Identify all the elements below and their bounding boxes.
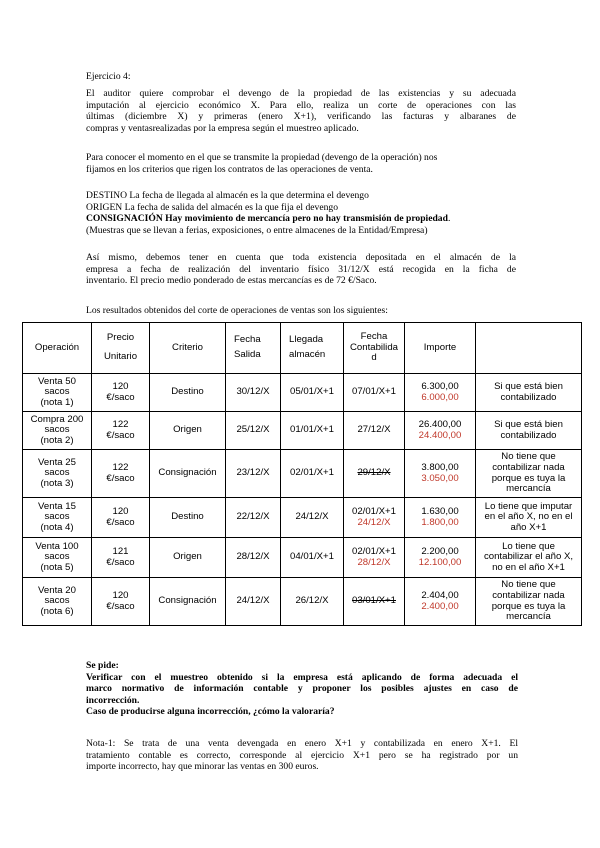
operation-line: sacos bbox=[44, 551, 70, 563]
header-importe-text: Importe bbox=[423, 341, 457, 353]
contab-corrected-text: 24/12/X bbox=[357, 516, 391, 528]
criterio-text: Destino bbox=[171, 511, 204, 523]
header-fecha-salida-line: Fecha bbox=[234, 334, 261, 346]
llegada-text: 05/01/X+1 bbox=[289, 386, 334, 398]
moment-line: fijamos en los criterios que rigen los contratos de las operaciones de venta. bbox=[86, 163, 373, 175]
llegada-text: 01/01/X+1 bbox=[289, 424, 334, 436]
importe-original-text: 2.200,00 bbox=[421, 545, 459, 557]
criterio-cell bbox=[150, 498, 226, 538]
header-criterio-text: Criterio bbox=[172, 341, 203, 353]
comment-line: Si que está bien bbox=[494, 380, 563, 392]
operation-line: Venta 100 bbox=[35, 540, 79, 552]
contabilidad-cell bbox=[344, 538, 405, 578]
comment-line: porque es tuya la bbox=[491, 472, 566, 484]
operation-line: sacos bbox=[44, 467, 70, 479]
importe-original-text: 3.800,00 bbox=[421, 461, 459, 473]
contab-original-text: 02/01/X+1 bbox=[351, 545, 396, 557]
table-header-row bbox=[23, 323, 582, 374]
fecha-salida-cell bbox=[226, 538, 281, 578]
criterio-text: Origen bbox=[173, 551, 202, 563]
table-row bbox=[23, 538, 582, 578]
comment-line: no en el año X+1 bbox=[492, 561, 565, 573]
importe-original-text: 6.300,00 bbox=[421, 380, 459, 392]
price-cell bbox=[92, 374, 150, 412]
header-contab-line: d bbox=[371, 352, 377, 364]
header-contab-line: Fecha bbox=[360, 331, 388, 343]
consignacion-label: CONSIGNACIÓN bbox=[86, 213, 163, 225]
operation-cell bbox=[23, 450, 92, 498]
operation-cell bbox=[23, 578, 92, 626]
operation-line: sacos bbox=[44, 511, 70, 523]
importe-corrected-text: 24.400,00 bbox=[418, 429, 462, 441]
operation-cell bbox=[23, 412, 92, 450]
question-line-text: marco normativo de información contable y proponer los posibles ajustes en caso de bbox=[86, 683, 518, 695]
price-cell bbox=[92, 412, 150, 450]
importe-corrected-text: 6.000,00 bbox=[421, 391, 459, 403]
results-intro bbox=[86, 305, 516, 317]
comment-cell bbox=[476, 450, 582, 498]
importe-cell bbox=[405, 374, 476, 412]
intro-paragraph bbox=[86, 88, 516, 134]
price-line: €/saco bbox=[106, 391, 135, 403]
header-operacion-text: Operación bbox=[34, 341, 80, 353]
question-line bbox=[86, 672, 518, 684]
importe-corrected-text: 3.050,00 bbox=[421, 472, 459, 484]
price-line: 120 bbox=[112, 589, 129, 601]
table-row bbox=[23, 374, 582, 412]
header-criterio bbox=[150, 323, 226, 374]
operation-line: (nota 2) bbox=[40, 434, 74, 446]
contab-original-text: 07/01/X+1 bbox=[351, 386, 396, 398]
question-line bbox=[86, 683, 518, 695]
intro-line: últimas (diciembre X) y primeras (enero X+1), verificando las facturas y albaranes de bbox=[86, 111, 516, 123]
header-contab-line: Contabilida bbox=[349, 341, 398, 353]
fecha-salida-cell bbox=[226, 412, 281, 450]
question-block bbox=[86, 660, 518, 718]
importe-original-text: 26.400,00 bbox=[418, 418, 462, 430]
question-line bbox=[86, 706, 518, 718]
comment-cell bbox=[476, 498, 582, 538]
llegada-cell bbox=[281, 374, 344, 412]
importe-cell bbox=[405, 578, 476, 626]
question-line-text: Caso de producirse alguna incorrección, ¿cómo la valoraría? bbox=[86, 706, 335, 718]
criterio-cell bbox=[150, 578, 226, 626]
fecha-salida-text: 30/12/X bbox=[236, 386, 270, 398]
contab-original-text: 03/01/X+1 bbox=[351, 595, 396, 607]
importe-corrected-text: 12.100,00 bbox=[418, 556, 462, 568]
header-precio bbox=[92, 323, 150, 374]
operation-cell bbox=[23, 498, 92, 538]
intro-line: El auditor quiere comprobar el devengo de la propiedad de las existencias y su adecuada bbox=[86, 88, 516, 99]
note-line: tratamiento contable es correcto, corresponde al ejercicio X+1 pero se ha registrado por un bbox=[86, 749, 518, 761]
operation-line: sacos bbox=[44, 595, 70, 607]
price-cell bbox=[92, 498, 150, 538]
price-cell bbox=[92, 450, 150, 498]
contabilidad-cell bbox=[344, 578, 405, 626]
llegada-text: 26/12/X bbox=[295, 595, 329, 607]
importe-cell bbox=[405, 412, 476, 450]
operation-line: sacos bbox=[44, 424, 70, 436]
comment-line: año X+1 bbox=[510, 521, 547, 533]
criterio-cell bbox=[150, 412, 226, 450]
comment-cell bbox=[476, 374, 582, 412]
criteria-consignacion bbox=[86, 213, 526, 225]
question-line-text: incorrección. bbox=[86, 694, 140, 706]
importe-original-text: 2.404,00 bbox=[421, 589, 459, 601]
question-label-text: Se pide: bbox=[86, 660, 119, 671]
importe-cell bbox=[405, 498, 476, 538]
criteria-consignacion-note: (Muestras que se llevan a ferias, exposiciones, o entre almacenes de la Entidad/Empresa) bbox=[86, 224, 428, 236]
comment-cell bbox=[476, 412, 582, 450]
criterio-cell bbox=[150, 450, 226, 498]
moment-line: Para conocer el momento en el que se transmite la propiedad (devengo de la operación) nos bbox=[86, 152, 438, 163]
price-line: €/saco bbox=[106, 600, 135, 612]
comment-line: Lo tiene que bbox=[502, 540, 555, 552]
header-fecha-salida bbox=[226, 323, 281, 374]
consignacion-text: Hay movimiento de mercancía pero no hay transmisión de propiedad bbox=[165, 213, 448, 225]
note-line: importe incorrecto, hay que minorar las ventas en 300 euros. bbox=[86, 761, 319, 773]
fecha-salida-cell bbox=[226, 450, 281, 498]
table-row bbox=[23, 450, 582, 498]
inventory-line: inventario. El precio medio ponderado de estas mercancías es de 72 €/Saco. bbox=[86, 275, 377, 287]
llegada-text: 24/12/X bbox=[295, 511, 329, 523]
comment-line: contabilizar el año X, bbox=[483, 551, 574, 563]
criterio-cell bbox=[150, 538, 226, 578]
operation-cell bbox=[23, 374, 92, 412]
fecha-salida-cell bbox=[226, 374, 281, 412]
importe-cell bbox=[405, 450, 476, 498]
comment-line: contabilizado bbox=[500, 429, 557, 441]
operation-line: Venta 25 bbox=[38, 456, 76, 468]
comment-line: Si que está bien bbox=[494, 418, 563, 430]
comment-line: Lo tiene que imputar bbox=[484, 500, 573, 512]
comment-line: porque es tuya la bbox=[491, 600, 566, 612]
comment-cell bbox=[476, 538, 582, 578]
inventory-line: Así mismo, debemos tener en cuenta que toda existencia depositada en el almacén de la bbox=[86, 252, 516, 263]
operation-line: (nota 5) bbox=[40, 561, 74, 573]
llegada-cell bbox=[281, 538, 344, 578]
price-line: €/saco bbox=[106, 472, 135, 484]
header-llegada-line: almacén bbox=[289, 349, 326, 360]
comment-line: No tiene que bbox=[501, 451, 556, 463]
question-line-text: Verificar con el muestreo obtenido si la empresa está aplicando de forma adecuada el bbox=[86, 671, 518, 683]
table-row bbox=[23, 578, 582, 626]
comment-line: contabilizar nada bbox=[492, 461, 565, 473]
operation-line: sacos bbox=[44, 386, 70, 398]
exercise-title bbox=[86, 71, 516, 83]
consignacion-end: . bbox=[447, 213, 451, 225]
header-importe bbox=[405, 323, 476, 374]
operation-line: (nota 3) bbox=[40, 477, 74, 489]
fecha-salida-text: 28/12/X bbox=[236, 551, 270, 563]
comment-line: en el año X, no en el bbox=[484, 511, 573, 523]
fecha-salida-text: 24/12/X bbox=[236, 595, 270, 607]
operation-line: (nota 4) bbox=[40, 521, 74, 533]
price-line: 122 bbox=[112, 418, 129, 430]
header-contabilidad bbox=[344, 323, 405, 374]
header-llegada-line: Llegada bbox=[289, 334, 324, 346]
note-1 bbox=[86, 738, 518, 773]
note-line: Nota-1: Se trata de una venta devengada en enero X+1 y contabilizada en enero X+1. El bbox=[86, 738, 518, 749]
inventory-paragraph bbox=[86, 252, 516, 287]
contabilidad-cell bbox=[344, 450, 405, 498]
intro-line: imputación al ejercicio económico X. Para ello, realiza un corte de operaciones con las bbox=[86, 99, 516, 111]
header-llegada bbox=[281, 323, 344, 374]
operation-line: (nota 6) bbox=[40, 605, 74, 617]
importe-original-text: 1.630,00 bbox=[421, 505, 459, 517]
results-intro-text: Los resultados obtenidos del corte de operaciones de ventas son los siguientes: bbox=[86, 305, 388, 316]
price-line: €/saco bbox=[106, 429, 135, 441]
price-line: €/saco bbox=[106, 556, 135, 568]
comment-line: mercancía bbox=[506, 611, 551, 623]
price-line: 120 bbox=[112, 380, 129, 392]
comment-cell bbox=[476, 578, 582, 626]
llegada-cell bbox=[281, 578, 344, 626]
exercise-title-text: Ejercicio 4: bbox=[86, 71, 131, 82]
comment-line: No tiene que bbox=[501, 579, 556, 591]
operations-table bbox=[22, 322, 582, 626]
intro-line: compras y ventasrealizadas por la empresa según el muestreo aplicado. bbox=[86, 122, 359, 134]
header-comment bbox=[476, 323, 582, 374]
price-line: 122 bbox=[112, 461, 129, 473]
importe-corrected-text: 1.800,00 bbox=[421, 516, 459, 528]
price-line: 120 bbox=[112, 505, 129, 517]
fecha-salida-text: 23/12/X bbox=[236, 467, 270, 479]
operation-line: Compra 200 bbox=[30, 413, 84, 425]
comment-line: contabilizado bbox=[500, 391, 557, 403]
importe-corrected-text: 2.400,00 bbox=[421, 600, 459, 612]
header-operacion bbox=[23, 323, 92, 374]
contab-original-text: 29/12/X bbox=[357, 467, 391, 479]
operation-line: Venta 20 bbox=[38, 584, 76, 596]
llegada-cell bbox=[281, 450, 344, 498]
contabilidad-cell bbox=[344, 374, 405, 412]
criterio-text: Origen bbox=[173, 424, 202, 436]
llegada-cell bbox=[281, 412, 344, 450]
criterio-text: Destino bbox=[171, 386, 204, 398]
importe-cell bbox=[405, 538, 476, 578]
header-precio-line: Precio bbox=[106, 332, 135, 344]
inventory-line: empresa a fecha de realización del inventario físico 31/12/X está recogida en la ficha de bbox=[86, 263, 516, 275]
llegada-text: 04/01/X+1 bbox=[289, 551, 334, 563]
operation-line: Venta 15 bbox=[38, 500, 76, 512]
price-line: €/saco bbox=[106, 516, 135, 528]
criteria-destino: DESTINO La fecha de llegada al almacén es la que determina el devengo bbox=[86, 190, 369, 201]
table-row bbox=[23, 498, 582, 538]
fecha-salida-cell bbox=[226, 498, 281, 538]
criteria-list bbox=[86, 190, 526, 236]
comment-line: contabilizar nada bbox=[492, 589, 565, 601]
llegada-text: 02/01/X+1 bbox=[289, 467, 334, 479]
fecha-salida-text: 25/12/X bbox=[236, 424, 270, 436]
price-cell bbox=[92, 538, 150, 578]
contab-original-text: 02/01/X+1 bbox=[351, 505, 396, 517]
comment-line: mercancía bbox=[506, 483, 551, 495]
fecha-salida-text: 22/12/X bbox=[236, 511, 270, 523]
header-precio-line: Unitario bbox=[103, 351, 138, 362]
contabilidad-cell bbox=[344, 498, 405, 538]
contab-original-text: 27/12/X bbox=[357, 424, 391, 436]
price-line: 121 bbox=[112, 545, 129, 557]
table-row bbox=[23, 412, 582, 450]
criterio-text: Consignación bbox=[158, 595, 217, 607]
header-fecha-salida-line: Salida bbox=[234, 349, 261, 360]
fecha-salida-cell bbox=[226, 578, 281, 626]
price-cell bbox=[92, 578, 150, 626]
operation-cell bbox=[23, 538, 92, 578]
operation-line: Venta 50 bbox=[38, 375, 76, 387]
contab-corrected-text: 28/12/X bbox=[357, 556, 391, 568]
operation-line: (nota 1) bbox=[40, 396, 74, 408]
question-line bbox=[86, 695, 518, 707]
contabilidad-cell bbox=[344, 412, 405, 450]
criterio-cell bbox=[150, 374, 226, 412]
criterio-text: Consignación bbox=[158, 467, 217, 479]
question-label bbox=[86, 660, 518, 672]
moment-paragraph bbox=[86, 152, 516, 175]
criteria-origen: ORIGEN La fecha de salida del almacén es la que fija el devengo bbox=[86, 201, 338, 213]
llegada-cell bbox=[281, 498, 344, 538]
